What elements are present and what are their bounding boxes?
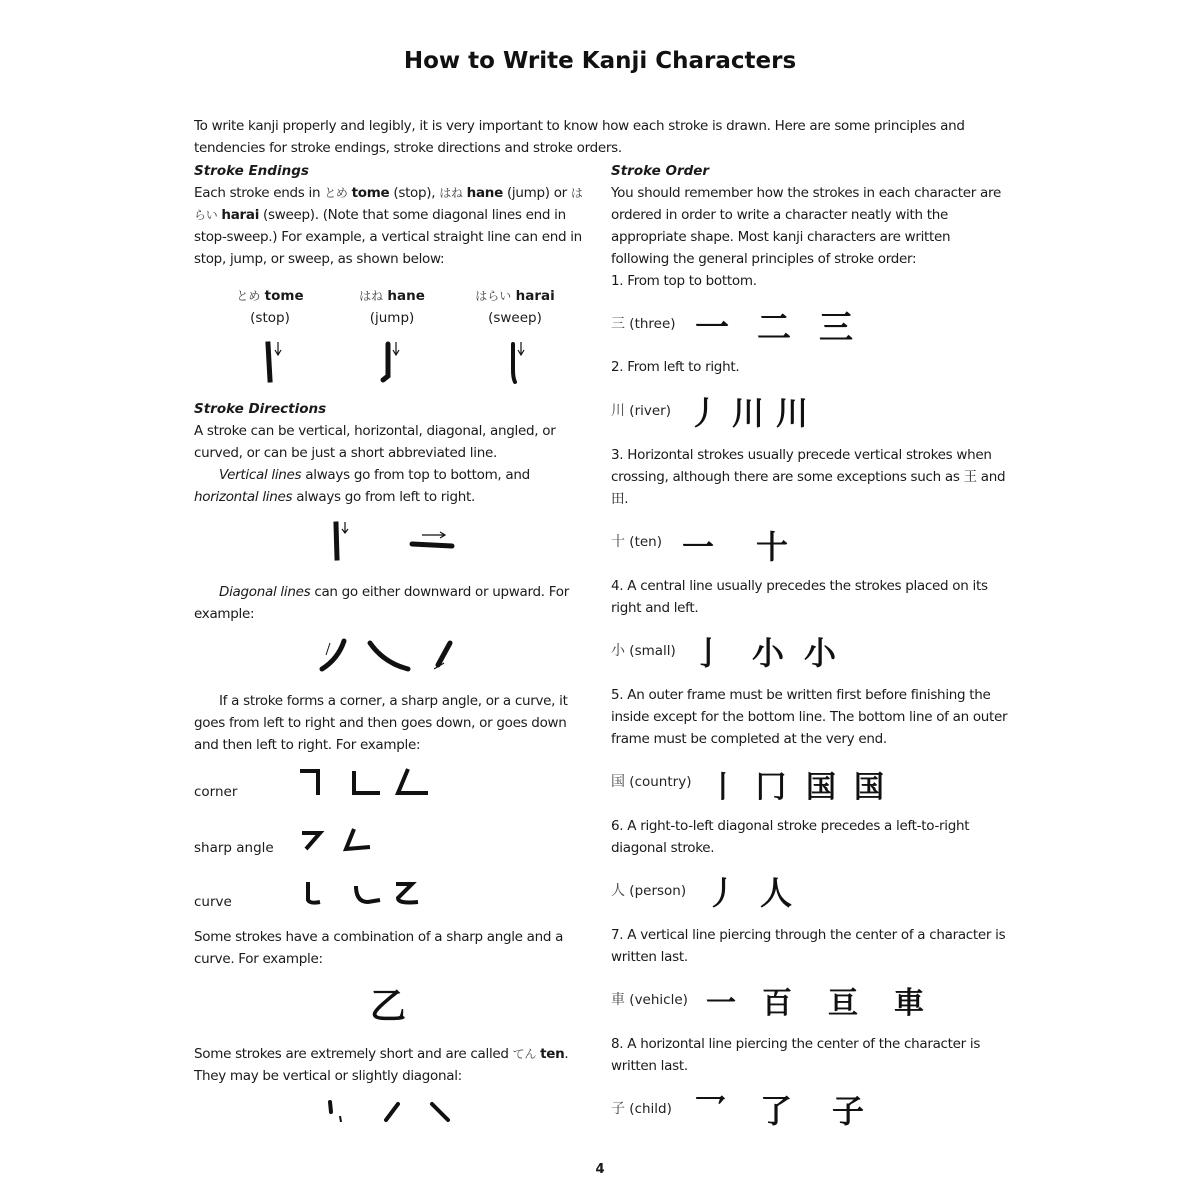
step-glyph: 冂 [756, 770, 786, 805]
text-run: always go from left to right. [292, 489, 476, 505]
meaning: (small) [629, 643, 676, 659]
jp-text: てん [512, 1047, 537, 1061]
meaning: (sweep) [488, 310, 542, 326]
corner-paragraph: If a stroke forms a corner, a sharp angle, or a curve, it goes from left to right and then goes down, or goes down and then left to right. For example: [194, 693, 568, 753]
rule-3-text: 3. Horizontal strokes usually precede vertical strokes when crossing, although there are some exceptions such as 王 and 田. [611, 447, 1006, 507]
jp-text: とめ [236, 289, 261, 303]
text-run: . They may be vertical or slightly diagonal: [194, 1046, 569, 1084]
step-glyph: 了 [760, 1092, 793, 1130]
meaning: (child) [629, 1101, 672, 1117]
rule-5-block [611, 684, 1011, 750]
kanji-char: 小 [611, 643, 625, 659]
stroke-endings-heading: Stroke Endings [194, 163, 309, 179]
step-glyph: 丨 [708, 770, 738, 805]
stroke-directions-section [194, 398, 594, 508]
text-run: Each stroke ends in [194, 185, 325, 201]
kanji-char: 人 [611, 883, 625, 899]
rule-4-text: 4. A central line usually precedes the strokes placed on its right and left. [611, 578, 988, 616]
text-run: always go from top to bottom, and [301, 467, 530, 483]
step-glyph: 亅 [692, 634, 725, 672]
rule-8-steps [694, 1086, 864, 1132]
step-glyph: 亘 [828, 986, 858, 1021]
rule-2-block [611, 356, 1011, 378]
step-glyph: 乛 [694, 1092, 727, 1130]
corner-label: corner [194, 784, 238, 800]
rule-5-text: 5. An outer frame must be written first before finishing the inside except for the bottom line. The bottom line of an outer frame must be completed at the very end. [611, 687, 1008, 747]
text-run: Some strokes are extremely short and are called [194, 1046, 513, 1062]
rule-4-block [611, 575, 1011, 619]
rule-6-text: 6. A right-to-left diagonal stroke precedes a left-to-right diagonal stroke. [611, 818, 970, 856]
rule-7-block [611, 924, 1011, 968]
ten-paragraph [194, 1043, 594, 1087]
ending-label-hane [337, 285, 447, 329]
kanji-char: 十 [611, 534, 625, 550]
step-glyph: 三 [819, 308, 853, 348]
directions-paragraph-1: A stroke can be vertical, horizontal, diagonal, angled, or curved, or can be just a short abbreviated line. [194, 423, 556, 461]
diagonal-lines-illustration [318, 635, 468, 675]
kanji-char: 国 [611, 774, 625, 790]
step-glyph: 川 [732, 394, 765, 432]
text-run: (jump) or [502, 185, 571, 201]
stroke-order-heading: Stroke Order [611, 163, 710, 179]
ten-section [194, 1043, 594, 1087]
step-glyph: 子 [832, 1092, 865, 1130]
corner-section [194, 690, 594, 756]
horizontal-line-illustration [408, 530, 458, 554]
rule-7-steps [706, 978, 924, 1022]
rule-2-text: 2. From left to right. [611, 359, 740, 375]
step-glyph: 小 [752, 634, 785, 672]
term: harai [221, 207, 260, 223]
combo-section [194, 926, 594, 970]
step-glyph: 丿 [688, 394, 721, 432]
step-glyph: 丿 [706, 874, 739, 912]
term: hane [466, 185, 503, 201]
term: Vertical lines [219, 467, 302, 483]
meaning: (person) [629, 883, 687, 899]
kanji-char: 三 [611, 316, 625, 332]
diagonal-section [194, 581, 594, 625]
rule-3-block [611, 444, 1011, 510]
tome-stroke-illustration [262, 340, 286, 384]
vertical-line-illustration [330, 520, 354, 562]
rule-5-steps [708, 762, 884, 806]
text-run: (sweep). (Note that some diagonal lines end in stop-sweep.) For example, a vertical straight line can end in stop, jump, or sweep, as shown below: [194, 207, 582, 267]
ending-label-harai [460, 285, 570, 329]
rule-8-text: 8. A horizontal line piercing the center of the character is written last. [611, 1036, 981, 1074]
step-glyph: 国 [806, 770, 836, 805]
term: ten [540, 1046, 565, 1062]
rule-7-label [611, 989, 688, 1011]
step-glyph: 一 [695, 308, 729, 348]
sharp-angle-strokes-illustration [298, 825, 378, 855]
step-glyph: 車 [894, 986, 924, 1021]
step-glyph: 一 [706, 986, 736, 1021]
step-glyph: 川 [776, 394, 809, 432]
rule-3-label [611, 531, 662, 553]
corner-strokes-illustration [296, 765, 436, 801]
right-column [611, 160, 1011, 292]
page-title: How to Write Kanji Characters [403, 48, 797, 74]
step-glyph: 小 [804, 634, 837, 672]
sharp-angle-label: sharp angle [194, 840, 274, 856]
stroke-order-intro: You should remember how the strokes in each character are ordered in order to write a character neatly with the appropriate shape. Most kanji characters are written following the general principles of stroke order: [611, 185, 1001, 267]
term: tome [351, 185, 390, 201]
term: horizontal lines [194, 489, 293, 505]
curve-strokes-illustration [298, 878, 428, 908]
kanji-char: 子 [611, 1101, 625, 1117]
intro-paragraph: To write kanji properly and legibly, it is very important to know how each stroke is drawn. Here are some principles and tendencies for stroke endings, stroke directions and stroke orders. [194, 117, 965, 156]
text-run: can go either downward or upward. For example: [194, 584, 569, 622]
diagonal-paragraph [194, 581, 594, 625]
text-run: (stop), [389, 185, 440, 201]
rule-2-steps [688, 388, 808, 434]
rule-6-label [611, 880, 686, 902]
step-glyph: 二 [757, 308, 791, 348]
directions-paragraph-2 [194, 464, 594, 508]
step-glyph: 人 [760, 874, 793, 912]
meaning: (stop) [250, 310, 290, 326]
meaning: (vehicle) [629, 992, 688, 1008]
rule-1-steps [695, 300, 853, 349]
meaning: (jump) [369, 310, 415, 326]
jp-text: はね [439, 186, 463, 200]
rule-7-text: 7. A vertical line piercing through the center of a character is written last. [611, 927, 1006, 965]
rule-8-label [611, 1098, 672, 1120]
curve-label: curve [194, 894, 232, 910]
rule-1-text: 1. From top to bottom. [611, 273, 757, 289]
jp-text: はらい [194, 186, 583, 222]
rule-4-steps [692, 628, 836, 674]
combo-paragraph: Some strokes have a combination of a sharp angle and a curve. For example: [194, 929, 564, 967]
jp-text: はらい [475, 289, 512, 303]
meaning: (country) [629, 774, 692, 790]
term: hane [387, 288, 425, 304]
harai-stroke-illustration [505, 340, 529, 384]
term: tome [264, 288, 304, 304]
meaning: (three) [629, 316, 676, 332]
jp-text: とめ [324, 186, 348, 200]
step-glyph: 百 [762, 986, 792, 1021]
left-column [194, 160, 594, 270]
rule-3-steps [682, 522, 788, 568]
rule-1-label [611, 313, 676, 335]
step-glyph: 一 [682, 528, 715, 566]
ten-strokes-illustration [320, 1098, 470, 1128]
ending-label-tome [215, 285, 325, 329]
stroke-directions-heading: Stroke Directions [194, 401, 327, 417]
kanji-char: 車 [611, 992, 625, 1008]
rule-4-label [611, 640, 676, 662]
rule-5-label [611, 771, 691, 793]
rule-2-label [611, 400, 671, 422]
term: harai [515, 288, 555, 304]
step-glyph: 十 [756, 528, 789, 566]
page-number: 4 [595, 1162, 605, 1177]
rule-6-block [611, 815, 1011, 859]
hane-stroke-illustration [380, 340, 404, 384]
step-glyph: 国 [854, 770, 884, 805]
rule-6-steps [706, 868, 792, 914]
stroke-endings-paragraph [194, 182, 594, 270]
kanji-char: 川 [611, 403, 625, 419]
combo-stroke-glyph: 乙 [370, 985, 407, 1027]
rule-8-block [611, 1033, 1011, 1077]
jp-text: はね [359, 289, 384, 303]
term: Diagonal lines [219, 584, 311, 600]
meaning: (river) [629, 403, 671, 419]
meaning: (ten) [629, 534, 662, 550]
